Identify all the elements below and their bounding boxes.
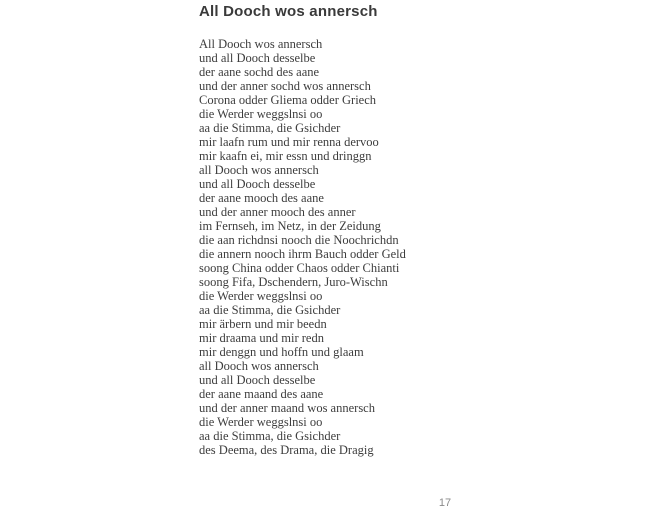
poem-line: soong China odder Chaos odder Chianti [199,261,400,275]
poem-line: und der anner mooch des anner [199,205,356,219]
poem-line: die aan richdnsi nooch die Noochrichdn [199,233,399,247]
poem-line: und all Dooch desselbe [199,177,316,191]
poem-line: und all Dooch desselbe [199,51,316,65]
poem-line: und all Dooch desselbe [199,373,316,387]
poem-title: All Dooch wos annersch [199,3,378,20]
poem-line: und der anner maand wos annersch [199,401,375,415]
poem-line: aa die Stimma, die Gsichder [199,303,341,317]
poem-line: der aane mooch des aane [199,191,324,205]
poem-line: Corona odder Gliema odder Griech [199,93,377,107]
poem-line: aa die Stimma, die Gsichder [199,429,341,443]
poem-line: all Dooch wos annersch [199,359,319,373]
poem-line: im Fernseh, im Netz, in der Zeidung [199,219,381,233]
poem-line: mir draama und mir redn [199,331,324,345]
page-number: 17 [438,497,452,509]
poem-line: mir ärbern und mir beedn [199,317,327,331]
poem-line: der aane maand des aane [199,387,324,401]
poem-line: all Dooch wos annersch [199,163,319,177]
poem-line: des Deema, des Drama, die Dragig [199,443,374,457]
poem-line: soong Fifa, Dschendern, Juro-Wischn [199,275,388,289]
poem-line: die Werder weggslnsi oo [199,107,323,121]
poem-line: und der anner sochd wos annersch [199,79,371,93]
poem-line: mir denggn und hoffn und glaam [199,345,364,359]
poem-line: die Werder weggslnsi oo [199,415,323,429]
poem-body [199,37,579,457]
poem-line: die Werder weggslnsi oo [199,289,323,303]
poem-line: der aane sochd des aane [199,65,320,79]
poem-line: mir kaafn ei, mir essn und dringgn [199,149,372,163]
poem-line: All Dooch wos annersch [199,37,323,51]
poem-line: mir laafn rum und mir renna dervoo [199,135,379,149]
poem-line: aa die Stimma, die Gsichder [199,121,341,135]
poem-line: die annern nooch ihrm Bauch odder Geld [199,247,406,261]
